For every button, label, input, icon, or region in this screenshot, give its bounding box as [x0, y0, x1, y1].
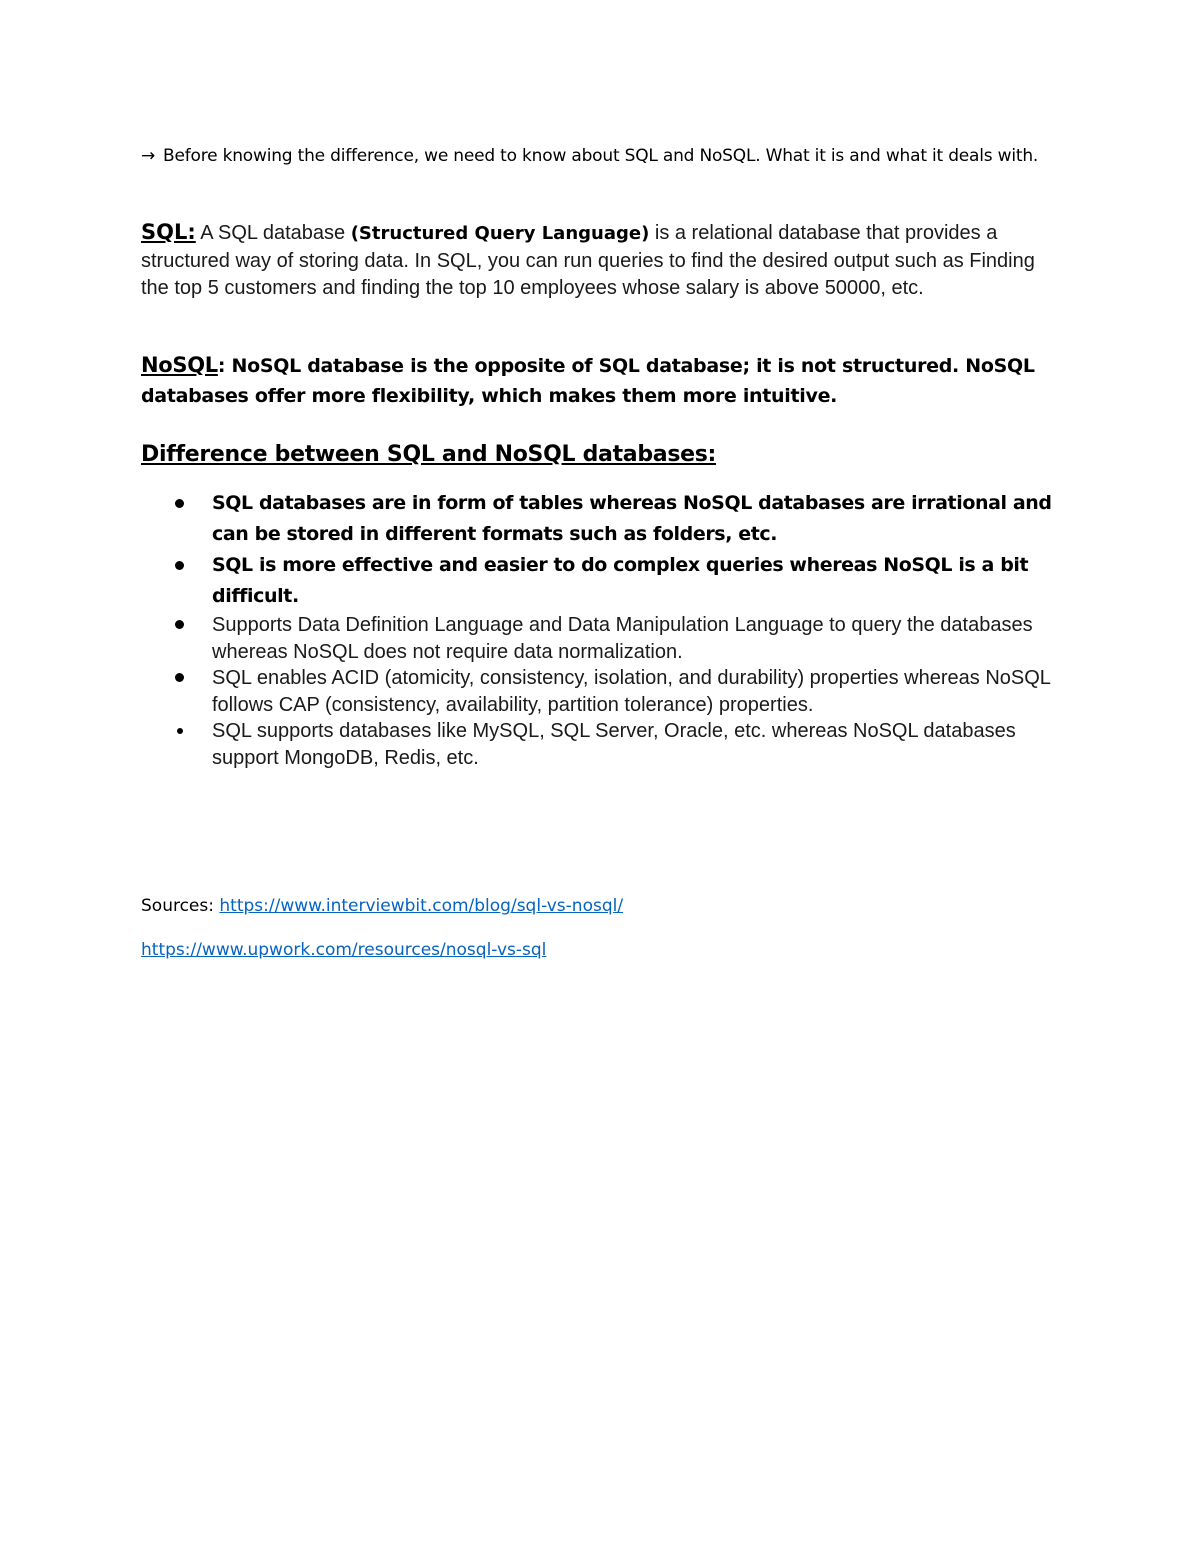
list-item	[141, 550, 1061, 612]
nosql-definition-paragraph	[141, 350, 1051, 411]
list-item	[141, 665, 1061, 718]
nosql-colon: :	[217, 355, 226, 377]
sql-definition-paragraph	[141, 219, 1051, 303]
sql-definition-text: is a relational database that provides a structured way of storing data. In SQL, you can run queries to find the desired output such as Finding the top 5 customers and finding the top 10 employees whose salary is above 50000, etc.	[141, 222, 1035, 299]
list-item-text: SQL is more effective and easier to do complex queries whereas NoSQL is a bit difficult.	[212, 554, 1029, 607]
sources-line	[141, 893, 1051, 919]
sources-second-line	[141, 937, 1051, 964]
list-item	[141, 488, 1061, 550]
bullet-icon	[175, 499, 184, 508]
sql-term: SQL:	[141, 220, 196, 244]
list-item	[141, 718, 1061, 771]
bullet-icon	[175, 620, 184, 629]
bullet-icon	[175, 673, 184, 682]
nosql-term: NoSQL	[141, 353, 218, 377]
list-item	[141, 612, 1061, 665]
sql-full-name: (Structured Query Language)	[350, 223, 650, 244]
intro-paragraph	[141, 142, 1051, 170]
intro-text: Before knowing the difference, we need to know about SQL and NoSQL. What it is and what it deals with.	[163, 146, 1039, 166]
list-item-text: SQL enables ACID (atomicity, consistency, isolation, and durability) properties whereas NoSQL follows CAP (consistency, availability, partition tolerance) properties.	[212, 667, 1051, 716]
bullet-icon	[177, 728, 183, 734]
list-item-text: SQL databases are in form of tables whereas NoSQL databases are irrational and can be stored in different formats such as folders, etc.	[212, 492, 1052, 545]
sql-lead-text: A SQL database	[195, 222, 351, 244]
source-link-upwork[interactable]: https://www.upwork.com/resources/nosql-vs-sql	[141, 940, 547, 960]
difference-list	[141, 488, 1061, 771]
nosql-definition-text: NoSQL database is the opposite of SQL database; it is not structured. NoSQL databases offer more flexibility, which makes them more intuitive.	[141, 355, 1035, 407]
section-heading: Difference between SQL and NoSQL databases:	[141, 442, 717, 467]
list-item-text: SQL supports databases like MySQL, SQL Server, Oracle, etc. whereas NoSQL databases support MongoDB, Redis, etc.	[212, 720, 1016, 769]
right-arrow-icon: →	[141, 146, 156, 166]
source-link-interviewbit[interactable]: https://www.interviewbit.com/blog/sql-vs-nosql/	[219, 896, 624, 916]
bullet-icon	[175, 561, 184, 570]
sources-label: Sources:	[141, 896, 220, 916]
list-item-text: Supports Data Definition Language and Data Manipulation Language to query the databases whereas NoSQL does not require data normalization.	[212, 614, 1033, 663]
